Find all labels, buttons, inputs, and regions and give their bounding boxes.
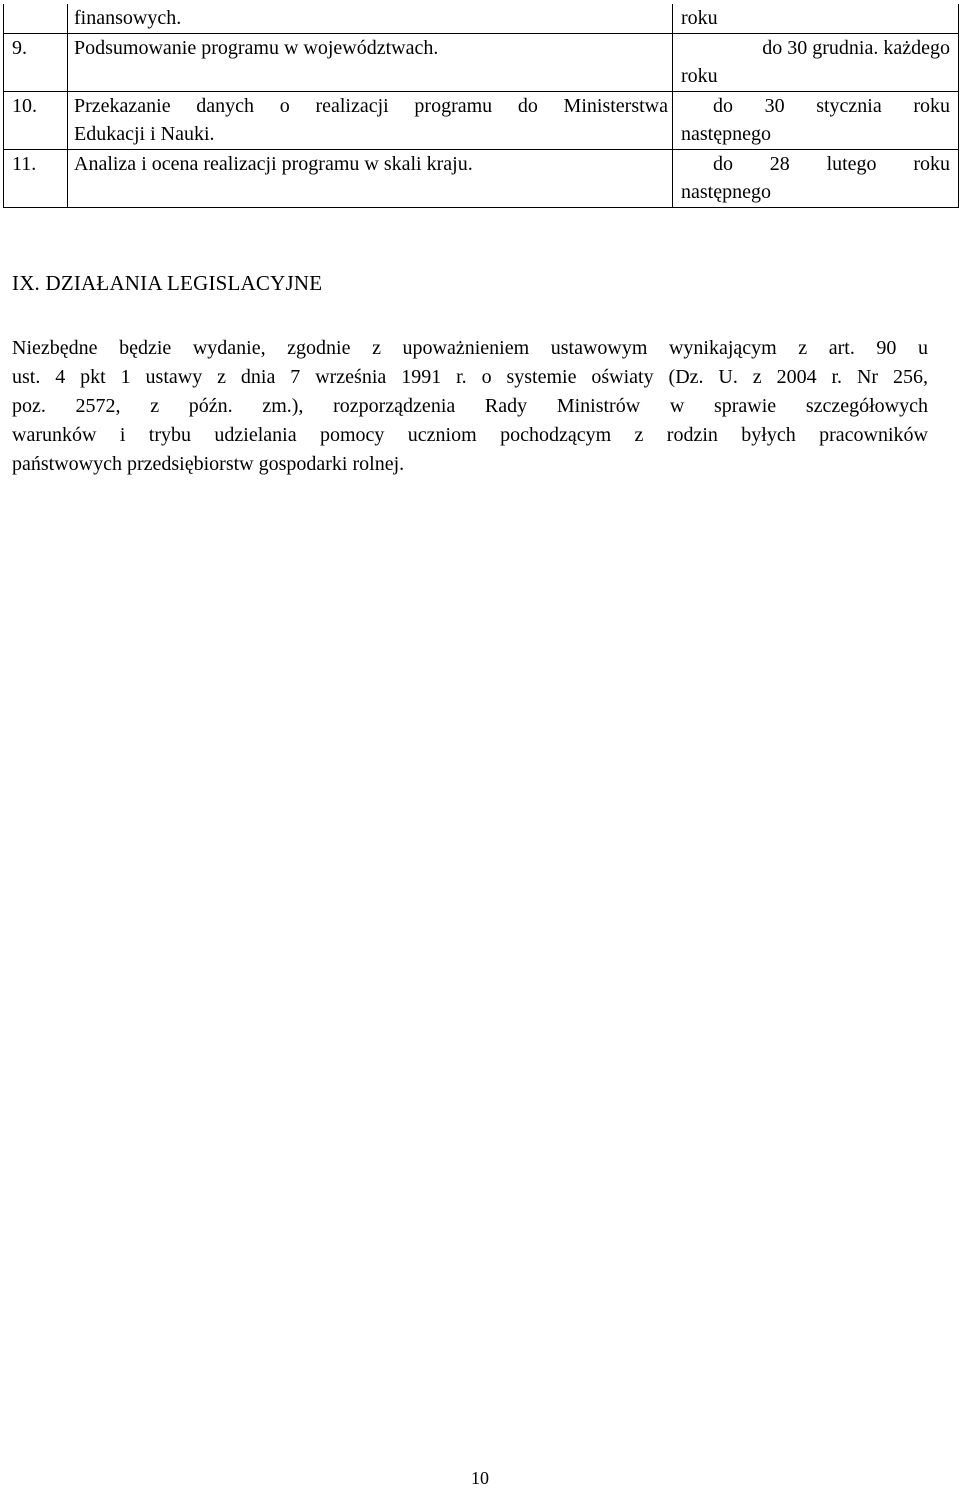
section-heading: IX. DZIAŁANIA LEGISLACYJNE <box>12 271 323 295</box>
table-row <box>4 149 959 207</box>
deadline-cell <box>673 4 959 33</box>
paragraph-line: państwowych przedsiębiorstw gospodarki rolnej. <box>12 453 405 475</box>
page-number: 10 <box>471 1468 489 1488</box>
task-line: Podsumowanie programu w województwach. <box>74 36 439 59</box>
table-row <box>4 4 959 33</box>
deadline-line: roku <box>681 65 718 87</box>
task-cell <box>68 91 673 149</box>
deadline-line: następnego <box>681 181 771 203</box>
deadline-line: do 30 stycznia roku <box>713 94 950 117</box>
task-line: Edukacji i Nauki. <box>74 123 215 145</box>
task-cell <box>68 4 673 33</box>
deadline-line: roku <box>681 7 718 29</box>
task-line: Analiza i ocena realizacji programu w skali kraju. <box>74 152 473 175</box>
deadline-line: do 28 lutego roku <box>713 152 950 175</box>
task-line: finansowych. <box>74 7 182 29</box>
task-cell <box>68 33 673 91</box>
table-row <box>4 91 959 149</box>
row-number: 10. <box>4 91 68 149</box>
table-row <box>4 33 959 91</box>
task-line: Przekazanie danych o realizacji programu do Ministerstwa <box>74 94 668 117</box>
deadline-cell <box>673 149 959 207</box>
paragraph-line: Niezbędne będzie wydanie, zgodnie z upoważnieniem ustawowym wynikającym z art. 90 u <box>12 337 928 359</box>
body-paragraph <box>12 334 928 479</box>
deadline-cell <box>673 33 959 91</box>
task-cell <box>68 149 673 207</box>
paragraph-line: ust. 4 pkt 1 ustawy z dnia 7 września 1991 r. o systemie oświaty (Dz. U. z 2004 r. Nr 256, <box>12 366 928 388</box>
deadline-line: następnego <box>681 123 771 145</box>
paragraph-line: poz. 2572, z późn. zm.), rozporządzenia Rady Ministrów w sprawie szczegółowych <box>12 395 928 417</box>
row-number <box>4 4 68 33</box>
deadline-line: do 30 grudnia. każdego <box>762 36 950 59</box>
deadline-cell <box>673 91 959 149</box>
row-number: 11. <box>4 149 68 207</box>
paragraph-line: warunków i trybu udzielania pomocy uczniom pochodzącym z rodzin byłych pracowników <box>12 424 928 446</box>
schedule-table <box>3 4 959 208</box>
row-number: 9. <box>4 33 68 91</box>
